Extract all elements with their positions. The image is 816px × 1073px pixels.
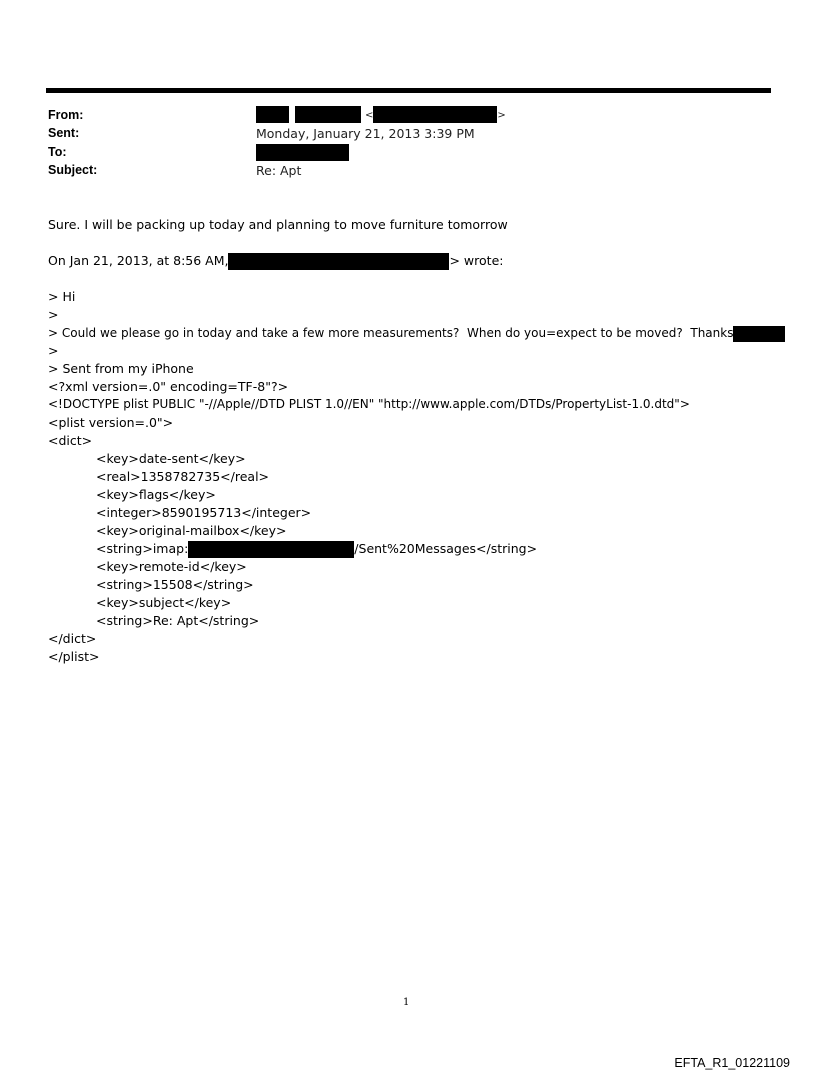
xml-line: <string>Re: Apt</string> xyxy=(96,613,260,628)
xml-line: <?xml version=.0" encoding=TF-8"?> xyxy=(48,379,289,394)
imap-prefix: <string>imap: xyxy=(96,541,189,556)
quoted-text: > Could we please go in today and take a few more measurements? When do you=expect to be moved? Thanks xyxy=(48,326,734,340)
subject-value: Re: Apt xyxy=(256,163,302,178)
xml-line xyxy=(96,541,537,558)
to-label: To: xyxy=(48,145,67,159)
quoted-line: > xyxy=(48,343,59,358)
redaction-box xyxy=(256,144,349,161)
xml-line: </plist> xyxy=(48,649,100,664)
xml-line: <integer>8590195713</integer> xyxy=(96,505,312,520)
sent-label: Sent: xyxy=(48,126,80,140)
xml-line: <plist version=.0"> xyxy=(48,415,174,430)
xml-line: <string>15508</string> xyxy=(96,577,254,592)
xml-line: <key>flags</key> xyxy=(96,487,216,502)
quoted-line: > xyxy=(48,307,59,322)
imap-suffix: /Sent%20Messages</string> xyxy=(354,541,538,556)
from-email-close: > xyxy=(497,110,506,121)
redaction-box xyxy=(295,106,361,123)
page-number: 1 xyxy=(403,997,410,1008)
header-rule xyxy=(46,88,771,93)
bates-number: EFTA_R1_01221109 xyxy=(674,1056,790,1070)
from-label: From: xyxy=(48,108,84,122)
quoted-line: > Hi xyxy=(48,289,76,304)
xml-line: <key>original-mailbox</key> xyxy=(96,523,287,538)
attribution-prefix: On Jan 21, 2013, at 8:56 AM, xyxy=(48,253,229,268)
redaction-box xyxy=(228,253,329,270)
xml-line: <key>remote-id</key> xyxy=(96,559,247,574)
from-email-open: < xyxy=(364,110,374,121)
xml-line: <dict> xyxy=(48,433,93,448)
to-value xyxy=(256,144,349,161)
attribution-line xyxy=(48,253,503,270)
quoted-line: > Sent from my iPhone xyxy=(48,361,194,376)
xml-line: <real>1358782735</real> xyxy=(96,469,270,484)
xml-line: <!DOCTYPE plist PUBLIC "-//Apple//DTD PLIST 1.0//EN" "http://www.apple.com/DTDs/PropertyList-1.0.dtd"> xyxy=(48,397,690,411)
redaction-box xyxy=(256,106,289,123)
xml-line: <key>date-sent</key> xyxy=(96,451,246,466)
from-value xyxy=(256,106,506,123)
xml-line: </dict> xyxy=(48,631,97,646)
attribution-suffix: > wrote: xyxy=(449,253,504,268)
redaction-box xyxy=(329,253,449,270)
reply-text: Sure. I will be packing up today and planning to move furniture tomorrow xyxy=(48,217,508,232)
redaction-box xyxy=(373,106,497,123)
xml-line: <key>subject</key> xyxy=(96,595,232,610)
redaction-box xyxy=(733,326,785,342)
quoted-line xyxy=(48,325,785,342)
sent-value: Monday, January 21, 2013 3:39 PM xyxy=(256,126,475,141)
redaction-box xyxy=(188,541,354,558)
subject-label: Subject: xyxy=(48,163,98,177)
